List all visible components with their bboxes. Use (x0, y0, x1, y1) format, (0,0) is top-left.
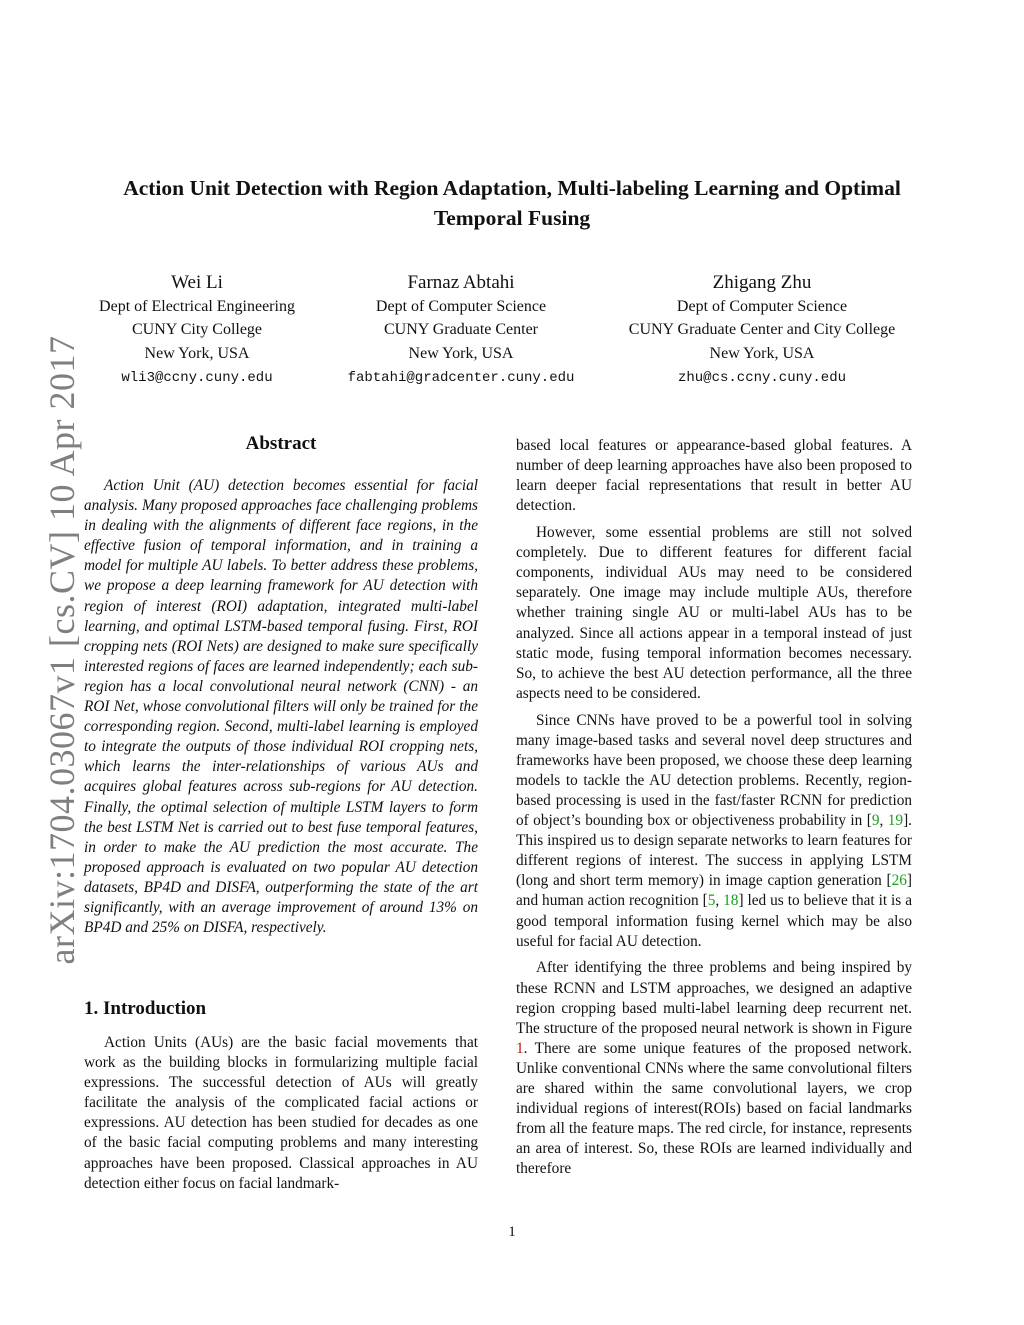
page-number: 1 (508, 1224, 516, 1240)
author-block-3 (629, 271, 895, 390)
author-location: New York, USA (408, 344, 514, 362)
author-name: Zhigang Zhu (712, 272, 812, 293)
text-run: ] and human action recognition [ (516, 872, 912, 910)
text-run: . There are some unique features of the proposed network. Unlike conventional CNNs where the same convolutional filters are shared within the same convolutional layers, we crop individual regions of interest(ROIs) based on facial landmarks from all the feature maps. The red circle, for instance, represents an area of interest. So, these ROIs are learned individually and therefore (516, 1039, 912, 1178)
right-paragraph-1: based local features or appearance-based global features. A number of deep learning approaches have also been proposed to learn deeper facial representations that result in better AU detection. (516, 437, 912, 515)
author-name: Wei Li (171, 272, 223, 293)
intro-paragraph: Action Units (AUs) are the basic facial movements that work as the building blocks in formularizing multiple facial expressions. The successful detection of AUs will greatly facilitate the analysis of the complicated facial actions or expressions. AU detection has been studied for decades as one of the basic facial computing problems and many interesting approaches have been proposed. Classical approaches in AU detection either focus on facial landmark- (84, 1034, 478, 1192)
author-email: zhu@cs.ccny.cuny.edu (677, 369, 847, 386)
author-location: New York, USA (709, 344, 815, 362)
abstract-heading: Abstract (245, 433, 317, 454)
citation-link[interactable]: 9 (871, 812, 880, 830)
abstract-text: Action Unit (AU) detection becomes essential for facial analysis. Many proposed approaches face challenging problems in dealing with the alignments of different face regions, in the effective fusion of temporal information, and in training a model for multiple AU labels. To better address these problems, we propose a deep learning framework for AU detection with region of interest (ROI) adaptation, integrated multi-label learning, and optimal LSTM-based temporal fusing. First, ROI cropping nets (ROI Nets) are designed to make sure specifically interested regions of faces are learned independently; each sub-region has a local convolutional neural network (CNN) - an ROI Net, whose convolutional filters will only be trained for the corresponding region. Second, multi-label learning is employed to integrate the outputs of those individual ROI cropping nets, which learns the inter-relationships of various AUs and acquires global features across sub-regions for AU detection. Finally, the optimal selection of multiple LSTM layers to form the best LSTM Net is carried out to best fuse temporal features, in order to make the AU prediction the most accurate. The proposed approach is evaluated on two popular AU detection datasets, BP4D and DISFA, outperforming the state of the art significantly, with an average improvement of around 13% on BP4D and 25% on DISFA, respectively. (84, 477, 478, 937)
citation-link[interactable]: 26 (891, 872, 907, 890)
author-location: New York, USA (144, 344, 250, 362)
citation-link[interactable]: 19 (887, 812, 904, 830)
author-email: fabtahi@gradcenter.cuny.edu (347, 369, 575, 386)
right-paragraph-3 (516, 711, 912, 952)
author-name: Farnaz Abtahi (407, 272, 515, 293)
citation-link[interactable]: 18 (723, 892, 739, 910)
figure-reference-link[interactable]: 1 (516, 1039, 524, 1057)
text-run: ]. This inspired us to design separate networks to learn features for different regions of interest. The success in applying LSTM (long and short term memory) in image caption generation [ (516, 812, 912, 890)
author-dept: Dept of Electrical Engineering (99, 298, 295, 315)
author-email: wli3@ccny.cuny.edu (121, 369, 273, 386)
text-run: After identifying the three problems and being inspired by these RCNN and LSTM approaches, we designed an adaptive region cropping based multi-label learning deep recurrent net. The structure of the proposed neural network is shown in Figure (516, 959, 912, 1037)
author-institution: CUNY Graduate Center and City College (628, 321, 896, 339)
author-block-1 (99, 271, 295, 390)
author-institution: CUNY City College (131, 321, 263, 339)
author-institution: CUNY Graduate Center (383, 321, 539, 339)
citation-link[interactable]: 5 (707, 892, 716, 910)
section-heading-introduction: 1. Introduction (84, 998, 207, 1019)
paper-title: Action Unit Detection with Region Adaptation, Multi-labeling Learning and Optimal Temporal Fusing (123, 176, 901, 230)
author-block-2 (348, 271, 575, 390)
text-run: ] led us to believe that it is a good temporal information fusing kernel which may be also useful for facial AU detection. (516, 892, 913, 950)
author-dept: Dept of Computer Science (375, 298, 547, 315)
text-run: , (715, 892, 724, 910)
right-paragraph-2: However, some essential problems are still not solved completely. Due to different features for different facial components, individual AUs may need to be considered separately. One image may include multiple AUs, therefore whether training single AU or multi-label AUs has to be analyzed. Since all actions appear in a temporal instead of just static mode, fusing temporal information becomes necessary. So, to achieve the best AU detection performance, all the three aspects need to be considered. (516, 524, 912, 702)
right-column (516, 436, 912, 1186)
arxiv-side-stamp: arXiv:1704.03067v1 [cs.CV] 10 Apr 2017 (42, 335, 82, 965)
text-run: Since CNNs have proved to be a powerful tool in solving many image-based tasks and several novel deep structures and frameworks have been proposed, we choose these deep learning models to tackle the AU detection problems. Recently, region-based processing is used in the fast/faster RCNN for prediction of object’s bounding box or objectiveness probability in [ (516, 711, 912, 830)
text-run: , (879, 812, 888, 830)
right-paragraph-4 (516, 958, 912, 1179)
author-dept: Dept of Computer Science (676, 298, 848, 315)
